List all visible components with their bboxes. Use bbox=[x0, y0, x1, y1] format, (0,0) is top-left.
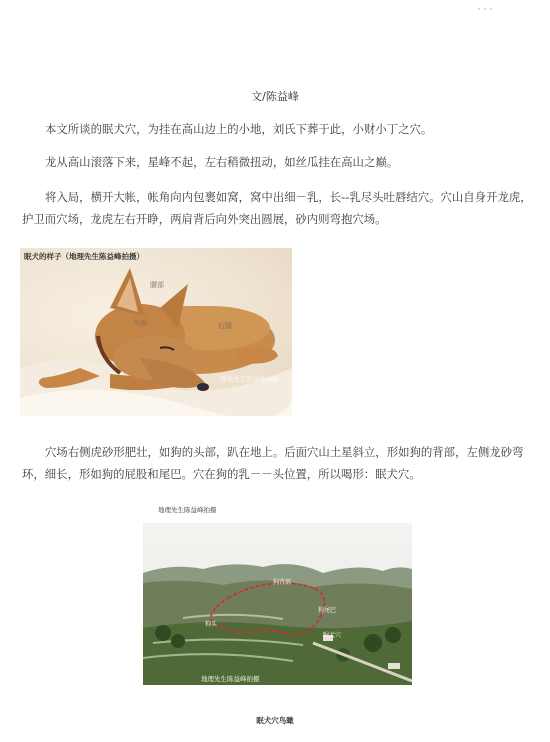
paragraph-3: 将入局，横开大帐，帐角向内包裹如窝，窝中出细－乳，长--乳尽头吐唇结穴。穴山自身开龙虎，护卫而穴场，龙虎左右开睁，两肩背后向外突出圆展，砂内则弯抱穴场。 bbox=[22, 190, 532, 226]
label-dog-back: 狗背部 bbox=[273, 579, 292, 586]
landscape-photo-caption: 地理先生陈益峰拍摄 bbox=[158, 506, 217, 514]
label-dog-head: 狗头 bbox=[205, 621, 218, 628]
label-tomb: 眠犬穴 bbox=[323, 632, 342, 639]
dog-photo-caption: 眠犬的样子（地理先生陈益峰拍摄） bbox=[24, 252, 144, 261]
top-dots bbox=[478, 8, 494, 12]
author-line: 文/陈益峰 bbox=[251, 90, 299, 103]
landscape-bottom-caption: 眠犬穴鸟瞰 bbox=[256, 716, 294, 725]
landscape-photo-watermark: 地理先生陈益峰拍摄 bbox=[201, 675, 260, 683]
dog-photo-watermark: 地理先生陈益峰拍摄 bbox=[220, 375, 279, 383]
label-rear: 后腿 bbox=[218, 322, 232, 330]
label-back: 腰部 bbox=[150, 281, 164, 289]
paragraph-4: 穴场右侧虎砂形肥壮，如狗的头部，趴在地上。后面穴山土星斜立，形如狗的背部，左侧龙砂弯环，细长，形如狗的屁股和尾巴。穴在狗的乳－－头位置，所以喝形：眠犬穴。 bbox=[22, 445, 524, 481]
label-head: 头部 bbox=[133, 319, 147, 327]
paragraph-2: 龙从高山滚落下来，星峰不起，左右稍微扭动，如丝瓜挂在高山之巅。 bbox=[45, 155, 399, 169]
dog-illustration bbox=[20, 248, 292, 416]
paragraph-1: 本文所谈的眠犬穴，为挂在高山边上的小地，刘氏下葬于此，小财小丁之穴。 bbox=[45, 122, 433, 136]
landscape-photo bbox=[143, 523, 412, 685]
label-dog-tail: 狗尾巴 bbox=[318, 607, 337, 614]
dog-photo bbox=[20, 248, 292, 416]
landscape-illustration bbox=[143, 523, 412, 685]
